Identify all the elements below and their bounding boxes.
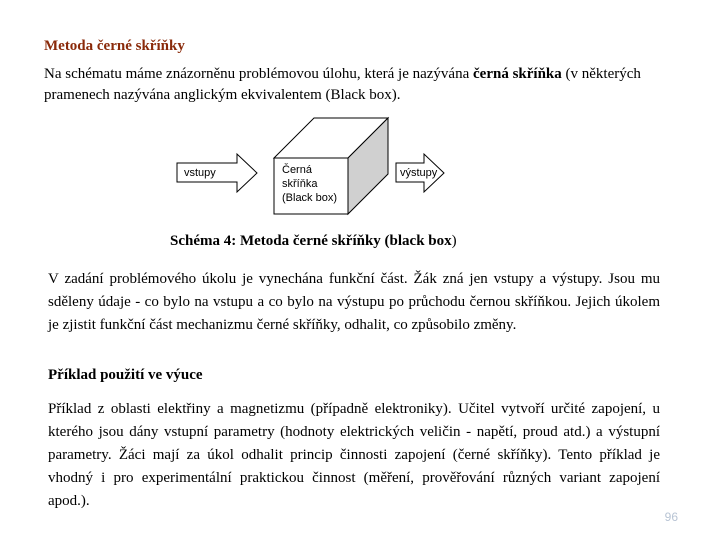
box-label-line1: Černá <box>282 164 312 176</box>
intro-bold-term: černá skříňka <box>473 66 562 82</box>
figure-caption <box>170 233 457 250</box>
input-label: vstupy <box>184 167 216 179</box>
paragraph-example: Příklad z oblasti elektřiny a magnetizmu (případně elektroniky). Učitel vytvoří určité zapojení, u kterého jsou dány vstupní parametry (hodnoty elektrických veličin - napětí, proud atd.) a výstupní parametry. Žáci mají za úkol odhalit princip činnosti zapojení (černé skříňky). Tento příklad je vhodný i pro experimentální praktickou činnost (měření, prověřování různých variant zapojení apod.). <box>48 401 660 509</box>
section-title: Metoda černé skříňky <box>44 38 185 54</box>
box-label-line2: skříňka <box>282 178 318 190</box>
output-label: výstupy <box>400 167 438 179</box>
caption-bold: Schéma 4: Metoda černé skříňky (black box <box>170 233 452 249</box>
caption-end: ) <box>451 233 457 249</box>
page-number: 96 <box>664 510 678 524</box>
box-label <box>282 163 360 205</box>
intro-text-start: Na schématu máme znázorněnu problémovou úlohu, která je nazývána <box>44 66 474 82</box>
box-label-line3: (Black box) <box>282 192 338 204</box>
black-box-diagram <box>150 112 510 230</box>
example-heading: Příklad použití ve výuce <box>48 367 203 383</box>
paragraph-description: V zadání problémového úkolu je vynechána funkční část. Žák zná jen vstupy a výstupy. Jsou mu sděleny údaje - co bylo na vstupu a co bylo na výstupu po průchodu černou skříňkou. Jejich úkolem je zjistit funkční část mechanizmu černé skříňky, odhalit, co způsobilo změny. <box>48 271 660 333</box>
intro-text-end: (v některých pramenech nazývána anglickým ekvivalentem (Black box). <box>44 66 641 103</box>
intro-paragraph <box>44 64 684 106</box>
